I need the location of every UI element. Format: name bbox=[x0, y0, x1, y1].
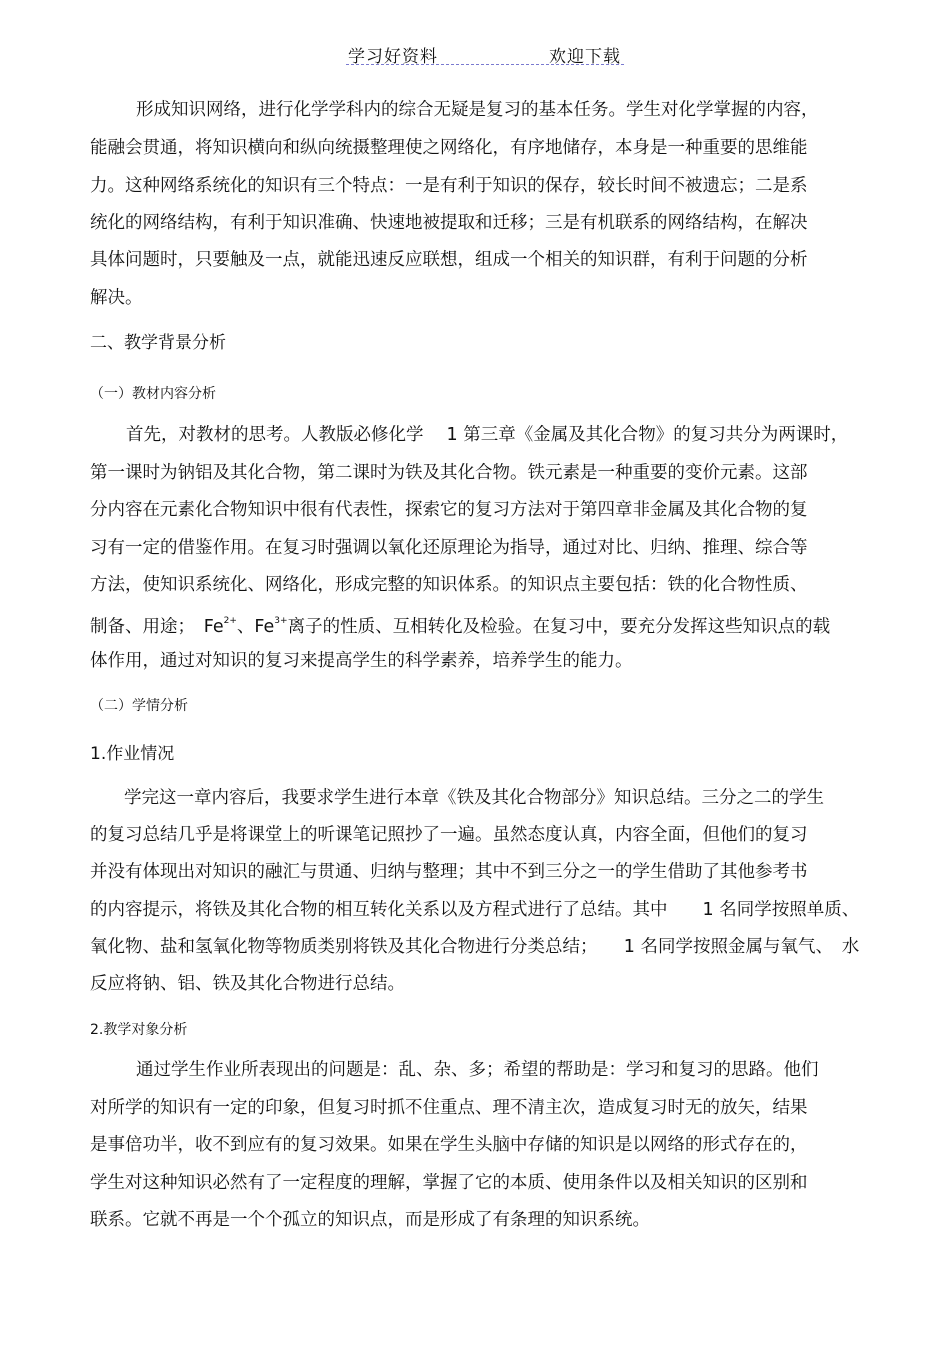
paragraph-line: 能融会贯通，将知识横向和纵向统摄整理使之网络化，有序地储存，本身是一种重要的思维能 bbox=[90, 138, 808, 158]
paragraph-line: 通过学生作业所表现出的问题是：乱、杂、多；希望的帮助是：学习和复习的思路。他们 bbox=[136, 1060, 819, 1080]
paragraph-line: 习有一定的借鉴作用。在复习时强调以氧化还原理论为指导，通过对比、归纳、推理、综合等 bbox=[90, 538, 808, 558]
paragraph-line: 对所学的知识有一定的印象，但复习时抓不住重点、理不清主次，造成复习时无的放矢，结果 bbox=[90, 1098, 808, 1118]
ion-text-mid: 、Fe bbox=[236, 616, 275, 637]
subsection-heading: （一）教材内容分析 bbox=[90, 386, 216, 402]
paragraph-line: 学完这一章内容后，我要求学生进行本章《铁及其化合物部分》知识总结。三分之二的学生 bbox=[124, 788, 824, 808]
ion-text-pre: 制备、用途； Fe bbox=[90, 616, 224, 637]
subsection-heading: （二）学情分析 bbox=[90, 698, 188, 714]
header-right-text: 欢迎下载 bbox=[549, 47, 621, 67]
paragraph-line: 是事倍功半，收不到应有的复习效果。如果在学生头脑中存储的知识是以网络的形式存在的， bbox=[90, 1135, 808, 1155]
paragraph-line: 反应将钠、铝、铁及其化合物进行总结。 bbox=[90, 974, 405, 994]
paragraph-line: 力。这种网络系统化的知识有三个特点：一是有利于知识的保存，较长时间不被遗忘；二是系 bbox=[90, 176, 808, 196]
paragraph-line-ions bbox=[90, 611, 830, 639]
paragraph-line: 的内容提示，将铁及其化合物的相互转化关系以及方程式进行了总结。其中 1 名同学按照单质、 bbox=[90, 900, 860, 920]
section-heading: 二、教学背景分析 bbox=[90, 333, 226, 353]
paragraph-line: 学生对这种知识必然有了一定程度的理解，掌握了它的本质、使用条件以及相关知识的区别和 bbox=[90, 1173, 808, 1193]
paragraph-line: 氧化物、盐和氢氧化物等物质类别将铁及其化合物进行分类总结； 1 名同学按照金属与氧气、 水 bbox=[90, 937, 860, 957]
paragraph-line: 并没有体现出对知识的融汇与贯通、归纳与整理；其中不到三分之一的学生借助了其他参考书 bbox=[90, 862, 808, 882]
paragraph-line: 方法，使知识系统化、网络化，形成完整的知识体系。的知识点主要包括：铁的化合物性质、 bbox=[90, 575, 808, 595]
ion-charge-fe3: 3+ bbox=[274, 616, 288, 626]
paragraph-line: 的复习总结几乎是将课堂上的听课笔记照抄了一遍。虽然态度认真，内容全面，但他们的复习 bbox=[90, 825, 808, 845]
subsection-heading: 2.教学对象分析 bbox=[90, 1022, 188, 1038]
ion-text-post: 离子的性质、互相转化及检验。在复习中，要充分发挥这些知识点的载 bbox=[287, 616, 831, 637]
header-left-text: 学习好资料 bbox=[348, 47, 438, 67]
paragraph-line: 形成知识网络，进行化学学科内的综合无疑是复习的基本任务。学生对化学掌握的内容， bbox=[136, 100, 819, 120]
paragraph-line: 统化的网络结构，有利于知识准确、快速地被提取和迁移；三是有机联系的网络结构，在解决 bbox=[90, 213, 808, 233]
paragraph-line: 具体问题时，只要触及一点，就能迅速反应联想，组成一个相关的知识群，有利于问题的分析 bbox=[90, 250, 808, 270]
paragraph-line: 联系。它就不再是一个个孤立的知识点，而是形成了有条理的知识系统。 bbox=[90, 1210, 650, 1230]
ion-charge-fe2: 2+ bbox=[223, 616, 237, 626]
paragraph-line: 分内容在元素化合物知识中很有代表性，探索它的复习方法对于第四章非金属及其化合物的复 bbox=[90, 500, 808, 520]
paragraph-line: 解决。 bbox=[90, 288, 143, 308]
paragraph-line: 第一课时为钠铝及其化合物，第二课时为铁及其化合物。铁元素是一种重要的变价元素。这部 bbox=[90, 463, 808, 483]
paragraph-line: 体作用，通过对知识的复习来提高学生的科学素养，培养学生的能力。 bbox=[90, 651, 633, 671]
header-dashed-rule bbox=[346, 64, 624, 65]
paragraph-line: 首先，对教材的思考。人教版必修化学 1 第三章《金属及其化合物》的复习共分为两课时， bbox=[126, 425, 849, 445]
subsection-heading: 1.作业情况 bbox=[90, 744, 175, 764]
